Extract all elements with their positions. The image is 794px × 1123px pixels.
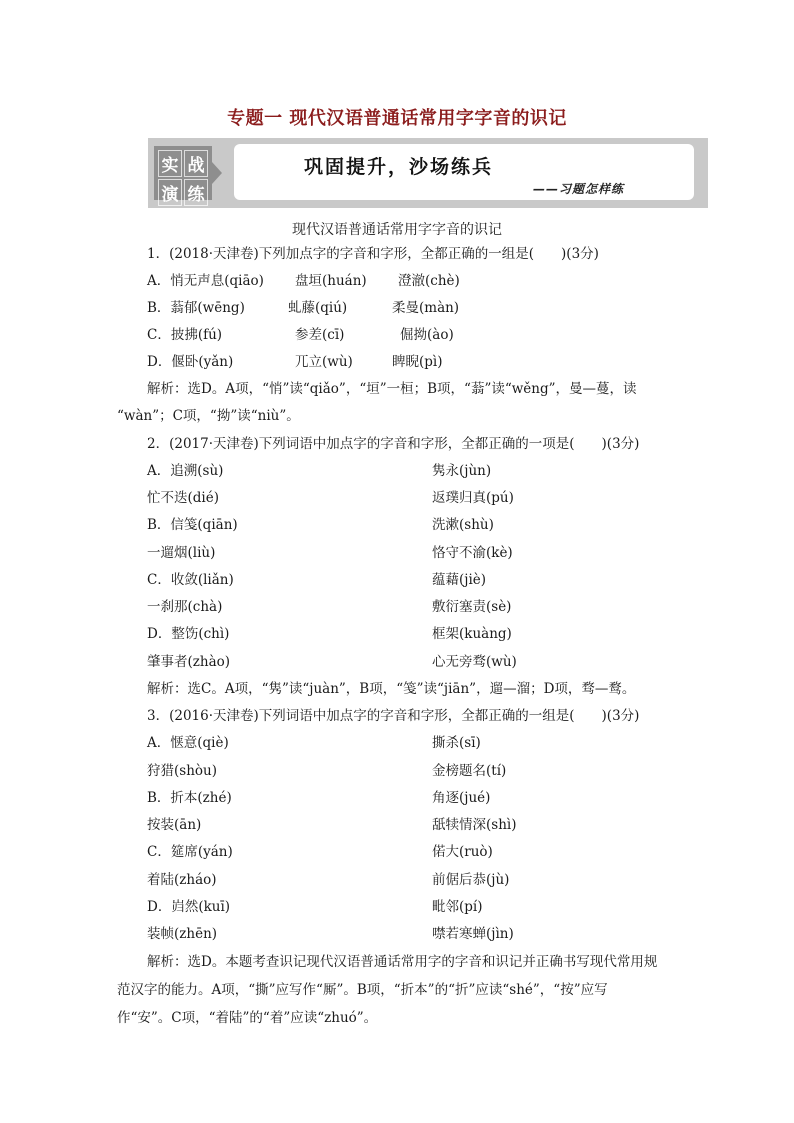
q1-option-b-1: B．蓊郁(wēng) [147,300,245,316]
q1-option-c-2: 参差(cī) [295,327,345,343]
q1-analysis: 解析：选D。A项，“悄”读“qiǎo”，“垣”一桓；B项，“蓊”读“wěng”，曼—蔓，读 [147,381,637,397]
q3-item: B．折本(zhé) [147,790,232,806]
q2-item: 肇事者(zhào) [147,654,231,670]
q3-analysis-cont: 作“安”。C项，“着陆”的“着”应读“zhuó”。 [117,1010,378,1026]
q2-item: 心无旁骛(wù) [432,654,517,670]
q2-item: B．信笺(qiān) [147,517,238,533]
q2-item: 返璞归真(pú) [432,490,514,506]
q3-item: 装帧(zhēn) [147,926,218,942]
banner-panel [234,144,694,200]
q2-item: 框架(kuàng) [432,626,512,642]
q3-item: 偌大(ruò) [432,844,493,860]
q3-item: 撕杀(sī) [432,735,481,751]
badge-char: 实 [158,150,182,177]
q1-option-c-1: C．披拂(fú) [147,327,223,343]
q2-item: 一刹那(chà) [147,599,223,615]
q2-item: 敷衍塞责(sè) [432,599,512,615]
q3-item: 按装(ān) [147,817,202,833]
q3-item: 毗邻(pí) [432,899,483,915]
practice-badge [154,146,212,205]
q1-option-a-2: 盘垣(huán) [295,273,367,289]
q2-item: D．整饬(chì) [147,626,230,642]
section-heading: 现代汉语普通话常用字字音的识记 [292,222,502,238]
q1-option-a-3: 澄澈(chè) [398,273,460,289]
q3-item: 角逐(jué) [432,790,491,806]
q1-analysis-cont: “wàn”；C项，“拗”读“niù”。 [117,408,300,424]
q3-analysis: 解析：选D。本题考查识记现代汉语普通话常用字的字音和识记并正确书写现代常用规 [147,954,658,970]
q1-option-d-2: 兀立(wù) [295,354,353,370]
q3-item: C．筵席(yán) [147,844,233,860]
question-1-stem: 1．(2018·天津卷)下列加点字的字音和字形，全都正确的一组是( )(3分) [147,246,599,262]
badge-char: 演 [158,179,182,206]
q2-item: A．追溯(sù) [147,463,224,479]
q3-item: 金榜题名(tí) [432,763,507,779]
q3-item: 噤若寒蝉(jìn) [432,926,514,942]
q1-option-a-1: A．悄无声息(qiāo) [147,273,264,289]
q3-item: 着陆(zháo) [147,872,217,888]
q2-item: 恪守不渝(kè) [432,545,513,561]
q2-item: 隽永(jùn) [432,463,492,479]
q2-item: 蕴藉(jiè) [432,572,487,588]
question-3-stem: 3．(2016·天津卷)下列词语中加点字的字音和字形，全都正确的一组是( )(3分) [147,708,640,724]
q3-item: 前倨后恭(jù) [432,872,510,888]
badge-char: 战 [184,150,208,177]
q3-item: 舐犊情深(shì) [432,817,517,833]
q1-option-b-2: 虬藤(qiú) [288,300,348,316]
q3-item: A．惬意(qiè) [147,735,229,751]
q1-option-d-1: D．偃卧(yǎn) [147,354,234,370]
q3-item: D．岿然(kuī) [147,899,231,915]
banner-title: 巩固提升，沙场练兵 [304,156,494,178]
q2-item: 忙不迭(dié) [147,490,219,506]
page-title: 专题一 现代汉语普通话常用字字音的识记 [227,108,567,129]
banner-arrow-icon [212,162,222,184]
q3-item: 狩猎(shòu) [147,763,217,779]
q2-analysis: 解析：选C。A项，“隽”读“juàn”，B项，“笺”读“jiān”，遛—溜；D项，骛—鹜。 [147,681,636,697]
q2-item: 洗漱(shù) [432,517,494,533]
banner-subtitle: ——习题怎样练 [532,182,624,196]
q2-item: 一遛烟(liù) [147,545,216,561]
q2-item: C．收敛(liǎn) [147,572,234,588]
badge-char: 练 [184,179,208,206]
q3-analysis-cont: 范汉字的能力。A项，“撕”应写作“厮”。B项，“折本”的“折”应读“shé”，“按”应写 [117,982,608,998]
question-2-stem: 2．(2017·天津卷)下列词语中加点字的字音和字形，全都正确的一项是( )(3分) [147,436,640,452]
practice-banner [148,138,708,208]
q1-option-c-3: 倔拗(ào) [400,327,454,343]
q1-option-b-3: 柔曼(màn) [392,300,460,316]
q1-option-d-3: 睥睨(pì) [392,354,443,370]
